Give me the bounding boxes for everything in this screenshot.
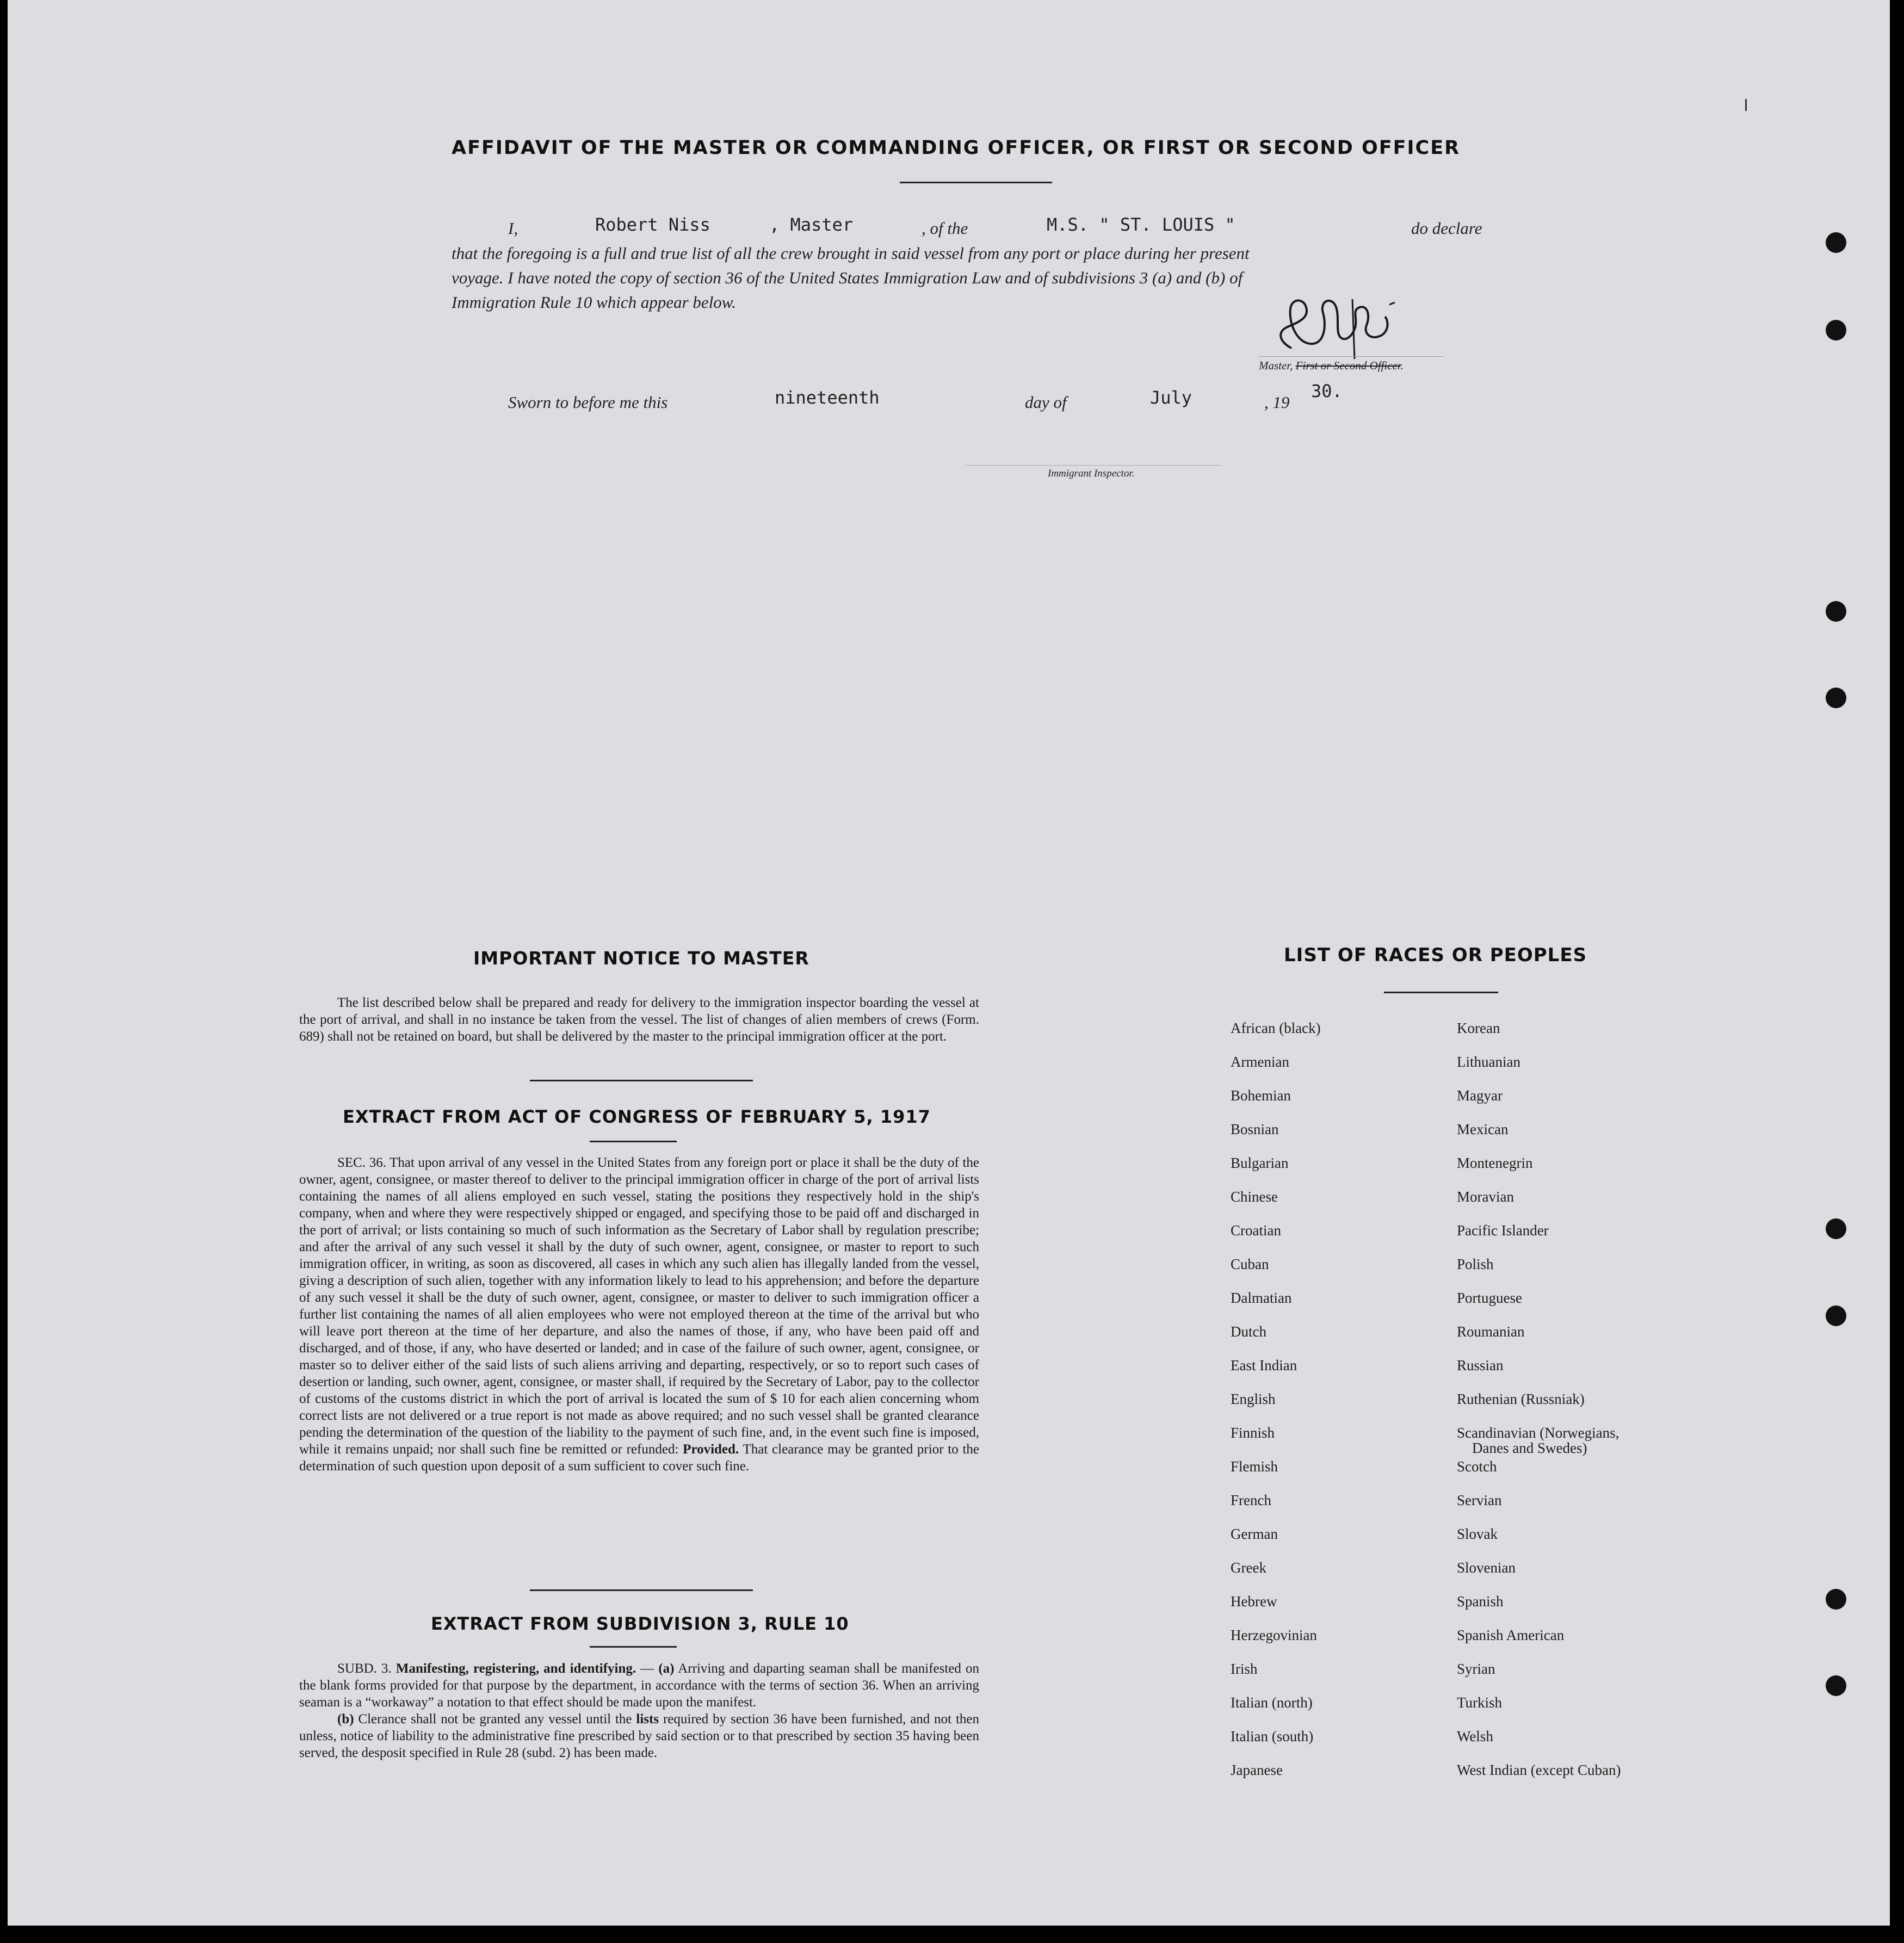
signature-caption: Master, First or Second Officer. (1259, 359, 1404, 372)
race-item: Russian (1457, 1357, 1504, 1373)
race-item: Cuban (1231, 1256, 1269, 1272)
binder-hole (1826, 601, 1846, 622)
act-title-divider (590, 1141, 677, 1142)
notice-title: IMPORTANT NOTICE TO MASTER (473, 948, 809, 969)
race-item: Italian (north) (1231, 1694, 1313, 1711)
rule10-title: EXTRACT FROM SUBDIVISION 3, RULE 10 (431, 1613, 849, 1634)
race-item: Irish (1231, 1661, 1258, 1677)
race-item: Scotch (1457, 1458, 1497, 1475)
race-item: Chinese (1231, 1189, 1278, 1205)
caption-master: Master, (1259, 359, 1293, 372)
race-item: Spanish American (1457, 1627, 1565, 1643)
signature-line (1259, 356, 1444, 357)
affidavit-title: AFFIDAVIT OF THE MASTER OR COMMANDING OFFICER, OR FIRST OR SECOND OFFICER (452, 137, 1461, 159)
race-item: Bulgarian (1231, 1155, 1289, 1171)
race-item: Welsh (1457, 1728, 1493, 1744)
caption-struck-officer: First or Second Officer (1295, 359, 1401, 372)
race-item: Turkish (1457, 1694, 1503, 1711)
race-item: Roumanian (1457, 1323, 1525, 1340)
binder-hole (1826, 1675, 1846, 1696)
binder-hole (1826, 320, 1846, 341)
race-item: Montenegrin (1457, 1155, 1533, 1171)
sworn-month-value: July (1150, 387, 1192, 408)
race-item: Polish (1457, 1256, 1494, 1272)
race-item: Flemish (1231, 1458, 1278, 1475)
binder-hole (1826, 1589, 1846, 1610)
rule10-subd-a: SUBD. 3. Manifesting, registering, and identifying. — (a) Arriving and daparting seaman shall be manifested on the blank forms provided for that purpose by the department, in accordance with the terms of section 36. When an arriving seaman is a “workaway” a notation to that effect should be made upon the manifest. (299, 1661, 980, 1710)
race-item: Mexican (1457, 1121, 1509, 1137)
race-item: Finnish (1231, 1425, 1275, 1441)
race-item: French (1231, 1492, 1271, 1508)
race-item: Portuguese (1457, 1290, 1522, 1306)
race-item: Greek (1231, 1560, 1266, 1576)
notice-paragraph: The list described below shall be prepared and ready for delivery to the immigration inspector boarding the vessel at the port of arrival, and shall in no instance be taken from the vessel. The list of changes of alien members of crews (Form. 689) shall not be retained on board, but shall be delivered by the master to the principal immigration officer at the port. (299, 995, 979, 1044)
races-divider (1384, 992, 1498, 993)
races-title: LIST OF RACES OR PEOPLES (1284, 944, 1587, 966)
race-item: Ruthenian (Russniak) (1457, 1391, 1585, 1407)
act-text-main: SEC. 36. That upon arrival of any vessel in the United States from any foreign port or place it shall be the duty of the owner, agent, consignee, or master thereof to deliver to the principal immigration officer in charge of the port of arrival lists containing the names of all aliens employed en such vessel, stating the positions they respectively hold in the ship's company, when and where they were respectively shipped or engaged, and specifying those to be paid off and discharged in the port of arrival; or lists containing so much of such information as the Secretary of Labor shall by regulation prescribe; and after the arrival of any such vessel it shall by the duty of such owner, agent, consignee, or master to report to such immigration officer, in writing, as soon as discovered, all cases in which any such alien has illegally landed from the vessel, giving a description of such alien, together with any information likely to lead to his apprehension; and before the departure of any such vessel it shall be the duty of such owner, agent, consignee, or master to deliver to such immigration officer a further list containing the names of all alien employees who were not employed thereon at the time of the arrival but who will leave port thereon at the time of her departure, and also the names of those, if any, who have been paid off and discharged, and of those, if any, who have deserted or landed; and in case of the failure of such owner, agent, consignee, or master so to deliver either of the said lists of such aliens arriving and departing, respectively, or so to report such cases of desertion or landing, such owner, agent, consignee, or master shall, if required by the Secretary of Labor, pay to the collector of customs of the customs district in which the port of arrival is located the sum of $ 10 for each alien concerning whom correct lists are not delivered or a true report is not made as above required; and no such vessel shall be granted clearance pending the determination of the question of the liability to the payment of such fine, and, in the event such fine is imposed, while it remains unpaid; nor shall such fine be remitted or refunded: (299, 1155, 979, 1457)
race-item: East Indian (1231, 1357, 1297, 1373)
binder-hole (1826, 688, 1846, 708)
document-page (8, 0, 1890, 1926)
of-the-label: , of the (922, 219, 968, 238)
act-divider (530, 1589, 753, 1591)
race-item: Pacific Islander (1457, 1222, 1549, 1239)
race-item: Slovenian (1457, 1560, 1516, 1576)
binder-hole (1826, 1305, 1846, 1326)
rule10-title-divider (590, 1646, 677, 1648)
race-item: Herzegovinian (1231, 1627, 1317, 1643)
race-item: German (1231, 1526, 1278, 1542)
notice-divider (530, 1080, 753, 1081)
sworn-year-value: 30. (1311, 381, 1343, 401)
race-item: Spanish (1457, 1593, 1504, 1610)
race-item: Scandinavian (Norwegians, (1457, 1425, 1619, 1441)
affidavit-body-line-1: that the foregoing is a full and true list of all the crew brought in said vessel from any port or place during her present (452, 244, 1250, 263)
race-item: Slovak (1457, 1526, 1498, 1542)
act-text (299, 1154, 979, 1475)
notice-text (299, 994, 979, 1045)
race-item: Bohemian (1231, 1087, 1291, 1104)
margin-tick (1745, 99, 1747, 111)
do-declare-label: do declare (1411, 219, 1482, 238)
year-prefix: , 19 (1264, 393, 1290, 412)
vessel-name: M.S. " ST. LOUIS " (1047, 214, 1235, 235)
act-text-after: That clearance may be granted prior to the determination of such question upon deposit of a sum sufficient to cover such fine. (299, 1442, 979, 1474)
race-item: English (1231, 1391, 1276, 1407)
race-item: West Indian (except Cuban) (1457, 1762, 1621, 1778)
sworn-label: Sworn to before me this (508, 393, 668, 412)
race-item: Danes and Swedes) (1472, 1440, 1587, 1456)
race-item: Servian (1457, 1492, 1502, 1508)
inspector-caption: Immigrant Inspector. (1048, 468, 1135, 479)
race-item: Italian (south) (1231, 1728, 1314, 1744)
race-item: Armenian (1231, 1054, 1289, 1070)
race-item: African (black) (1231, 1020, 1321, 1036)
race-item: Lithuanian (1457, 1054, 1520, 1070)
master-name: Robert Niss (595, 214, 710, 235)
master-rank: , Master (769, 214, 854, 235)
race-item: Croatian (1231, 1222, 1281, 1239)
act-title: EXTRACT FROM ACT OF CONGRESS OF FEBRUARY 5, 1917 (343, 1106, 931, 1127)
race-item: Japanese (1231, 1762, 1283, 1778)
i-label: I, (508, 219, 518, 238)
race-item: Dalmatian (1231, 1290, 1292, 1306)
binder-hole (1826, 1218, 1846, 1239)
affidavit-body-line-2: voyage. I have noted the copy of section 36 of the United States Immigration Law and of subdivisions 3 (a) and (b) of (452, 268, 1243, 287)
sworn-day-value: nineteenth (775, 387, 880, 408)
race-item: Syrian (1457, 1661, 1495, 1677)
race-item: Hebrew (1231, 1593, 1277, 1610)
affidavit-body-line-3: Immigration Rule 10 which appear below. (452, 293, 736, 312)
title-divider (900, 182, 1052, 183)
rule10-text (299, 1660, 979, 1761)
race-item: Magyar (1457, 1087, 1503, 1104)
master-signature (1259, 283, 1422, 364)
act-provided: Provided. (683, 1442, 739, 1457)
inspector-signature-line (965, 465, 1221, 466)
race-item: Korean (1457, 1020, 1500, 1036)
race-item: Moravian (1457, 1189, 1514, 1205)
race-item: Dutch (1231, 1323, 1266, 1340)
rule10-subd-b: (b) Clerance shall not be granted any vessel until the lists required by section 36 have been furnished, and not then unless, notice of liability to the administrative fine prescribed by said section or to that prescribed by section 35 having been served, the desposit specified in Rule 28 (subd. 2) has been made. (299, 1712, 980, 1760)
day-of-label: day of (1025, 393, 1067, 412)
binder-hole (1826, 232, 1846, 253)
race-item: Bosnian (1231, 1121, 1279, 1137)
